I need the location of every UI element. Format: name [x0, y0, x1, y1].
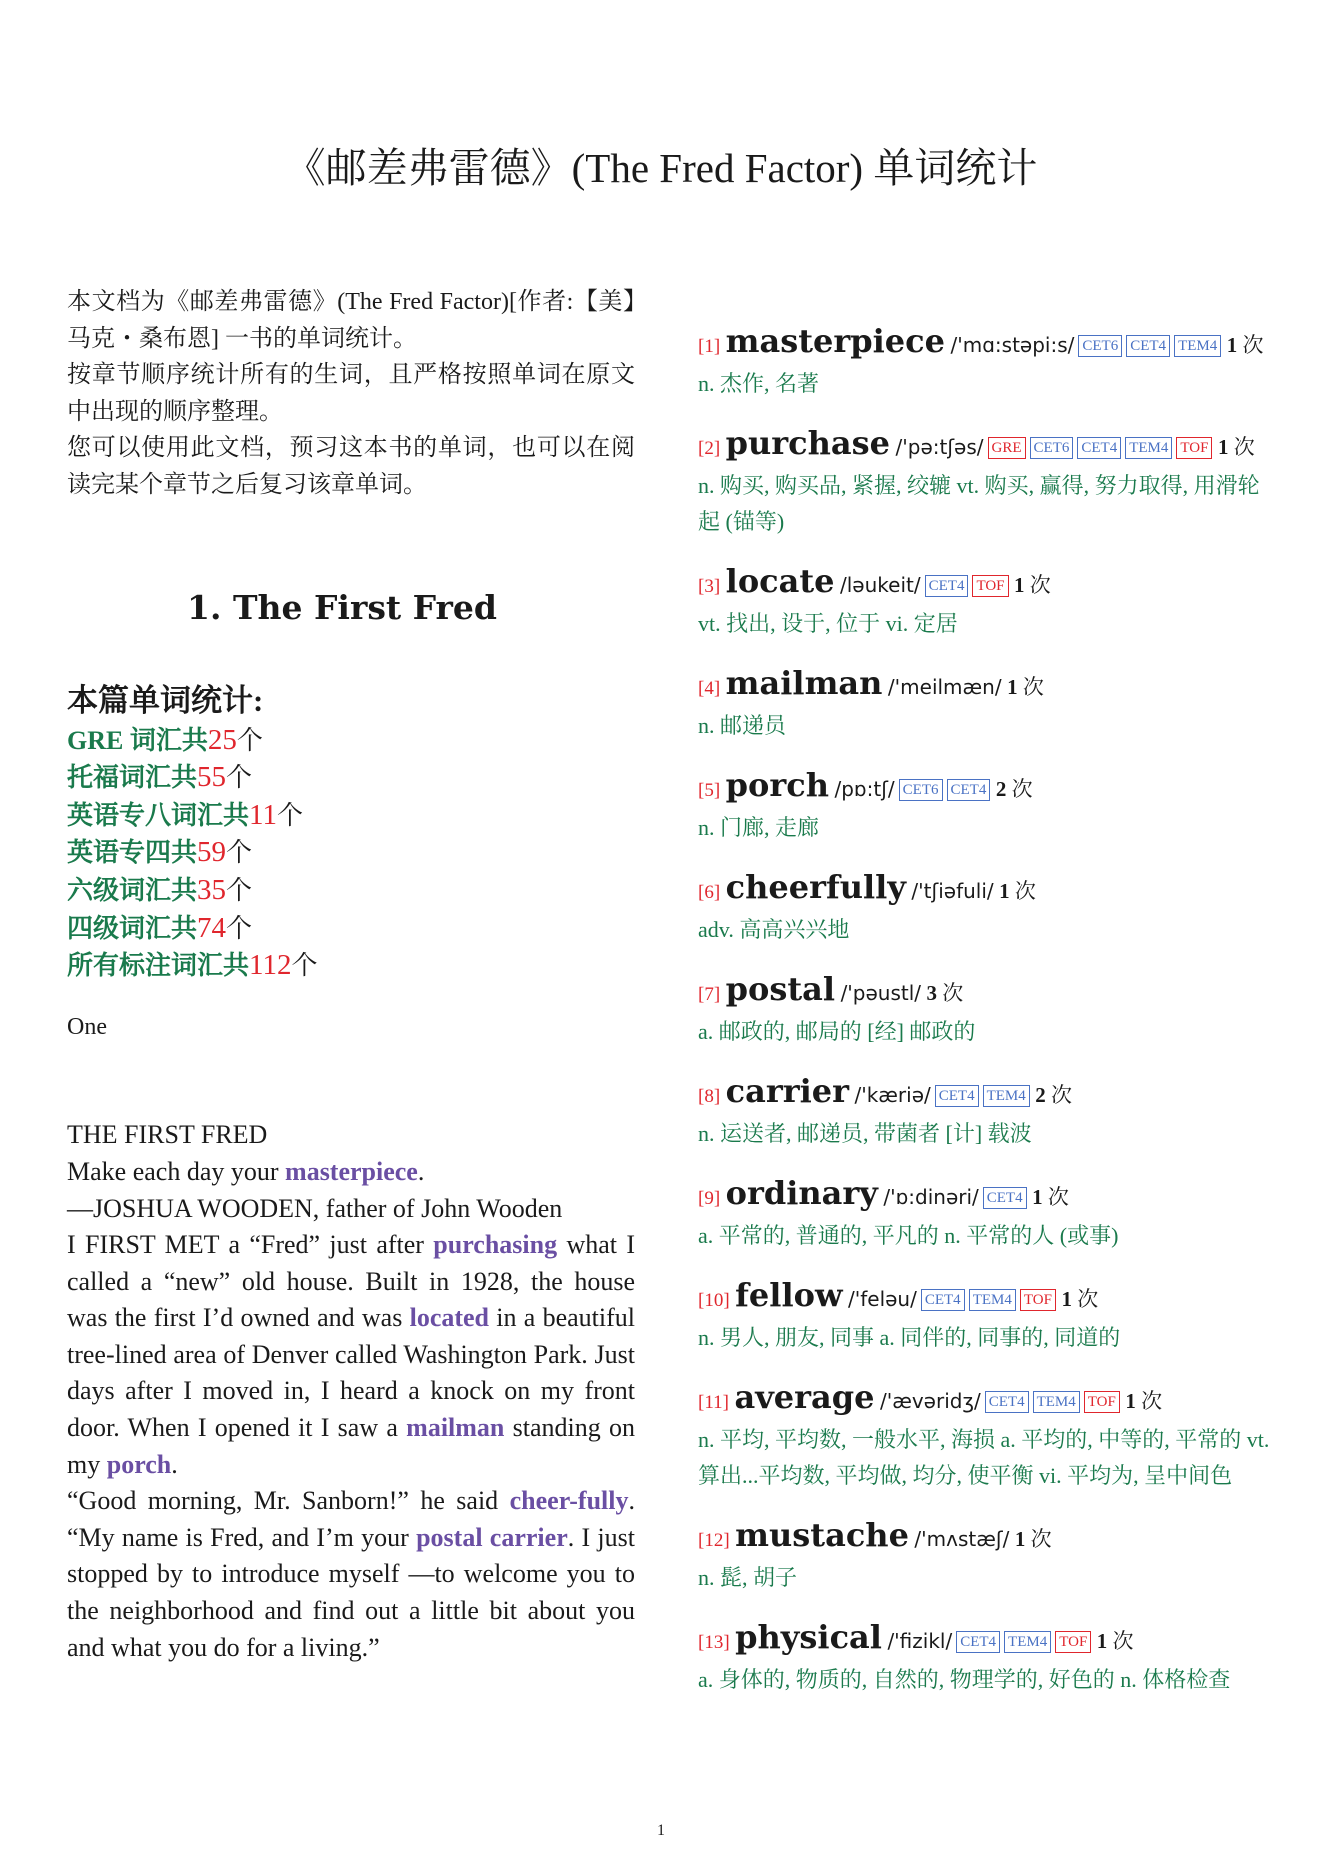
- vocab-word: fellow: [735, 1276, 843, 1314]
- vocab-entry-head: [698, 766, 1270, 810]
- vocab-count-number: 1: [1096, 1629, 1108, 1653]
- stat-label: 英语专四共: [67, 838, 198, 868]
- vocab-count-number: 1: [1014, 1527, 1026, 1551]
- vocab-phonetic: /'feləu/: [847, 1287, 917, 1311]
- vocab-index: [12]: [698, 1530, 730, 1551]
- vocab-word: physical: [735, 1618, 882, 1656]
- vocab-word: mustache: [735, 1516, 909, 1554]
- vocab-count: [1015, 1527, 1052, 1551]
- keyword-masterpiece: masterpiece: [285, 1156, 418, 1186]
- exam-tag: CET6: [1030, 437, 1074, 459]
- vocab-phonetic: /'fizikl/: [887, 1629, 953, 1653]
- keyword-porch: porch: [106, 1449, 172, 1479]
- page-number: 1: [657, 1822, 665, 1839]
- exam-tag: TOF: [1020, 1289, 1056, 1311]
- vocab-phonetic: /ləukeit/: [840, 573, 921, 597]
- vocab-count-number: 3: [926, 981, 938, 1005]
- vocab-entry-head: [698, 562, 1270, 606]
- exam-tag: TOF: [1176, 437, 1212, 459]
- vocab-count-suffix: 次: [1242, 333, 1264, 357]
- chapter-title: 1. The First Fred: [187, 587, 497, 627]
- stat-label: GRE 词汇共: [67, 725, 208, 755]
- vocab-index: [13]: [698, 1632, 730, 1653]
- vocab-count-suffix: 次: [1047, 1185, 1069, 1209]
- vocab-entry: [698, 322, 1270, 402]
- vocab-phonetic: /'ɒ:dinəri/: [883, 1185, 979, 1209]
- stat-count: 74: [197, 911, 227, 944]
- vocab-count-suffix: 次: [1112, 1629, 1134, 1653]
- stat-unit: 个: [226, 838, 253, 868]
- vocab-definition: vt. 找出, 设于, 位于 vi. 定居: [698, 611, 958, 636]
- vocab-entry-head: [698, 1618, 1270, 1662]
- exam-tag: CET4: [985, 1391, 1029, 1413]
- stat-label: 所有标注词汇共: [67, 951, 250, 981]
- stat-label: 托福词汇共: [67, 763, 198, 793]
- stat-line: [67, 872, 635, 910]
- vocab-index: [4]: [698, 678, 721, 699]
- vocab-count-suffix: 次: [1029, 573, 1051, 597]
- chapter-body: [67, 1117, 635, 1666]
- stat-count: 25: [207, 723, 237, 756]
- vocab-count-number: 1: [1226, 333, 1238, 357]
- exam-tag: CET4: [925, 575, 969, 597]
- vocab-definition: a. 邮政的, 邮局的 [经] 邮政的: [698, 1019, 976, 1044]
- vocab-count-number: 1: [1007, 675, 1018, 699]
- exam-tag: CET4: [1126, 335, 1170, 357]
- exam-tag: TOF: [972, 575, 1008, 597]
- vocab-word: mailman: [725, 664, 883, 702]
- exam-tag: TEM4: [1125, 437, 1172, 459]
- vocab-index: [11]: [698, 1392, 729, 1413]
- vocab-count: [1032, 1185, 1069, 1209]
- vocab-count: [1218, 435, 1255, 459]
- vocab-word: purchase: [725, 424, 891, 462]
- stat-label: 四级词汇共: [67, 913, 198, 943]
- exam-tag: CET4: [956, 1631, 1000, 1653]
- stat-count: 112: [249, 949, 292, 982]
- exam-tag: TOF: [1055, 1631, 1091, 1653]
- vocab-entry-head: [698, 1516, 1270, 1560]
- vocab-phonetic: /'pəustl/: [840, 981, 922, 1005]
- vocab-index: [10]: [698, 1290, 730, 1311]
- stat-unit: 个: [276, 800, 303, 830]
- vocab-count-suffix: 次: [1011, 777, 1033, 801]
- intro-paragraph: 您可以使用此文档，预习这本书的单词，也可以在阅读完某个章节之后复习该章单词。: [67, 435, 635, 498]
- stat-unit: 个: [291, 951, 318, 981]
- vocab-index: [6]: [698, 882, 721, 903]
- vocab-index: [3]: [698, 576, 721, 597]
- exam-tag: GRE: [988, 437, 1026, 459]
- vocab-definition: a. 平常的, 普通的, 平凡的 n. 平常的人 (或事): [698, 1223, 1119, 1248]
- stat-line: [67, 722, 635, 760]
- body-paragraph: “Good morning, Mr. Sanborn!” he said cheer-fully. “My name is Fred, and I’m your postal carrier. I just stopped by to introduce myself —to welcome you to the neighborhood and find out a little bit about you and what you do for a living.”: [67, 1486, 635, 1662]
- vocab-count: [996, 777, 1033, 801]
- vocab-word: cheerfully: [725, 868, 906, 906]
- vocab-entry-head: [698, 1276, 1270, 1320]
- vocab-entry-head: [698, 322, 1270, 366]
- exam-tag: TEM4: [1004, 1631, 1051, 1653]
- keyword-cheerfully: cheer-fully: [509, 1486, 629, 1516]
- vocab-definition: n. 购买, 购买品, 紧握, 绞辘 vt. 购买, 赢得, 努力取得, 用滑轮起 (锚等): [698, 473, 1260, 534]
- vocab-phonetic: /'mɑ:stəpi:s/: [950, 333, 1075, 357]
- vocab-count: [1227, 333, 1264, 357]
- epigraph-attribution: —JOSHUA WOODEN, father of John Wooden: [67, 1193, 563, 1223]
- vocab-phonetic: /'meilmæn/: [887, 675, 1002, 699]
- body-heading: THE FIRST FRED: [67, 1120, 268, 1150]
- exam-tag: CET6: [1078, 335, 1122, 357]
- vocab-definition: n. 运送者, 邮递员, 带菌者 [计] 载波: [698, 1121, 1032, 1146]
- vocab-definition: n. 平均, 平均数, 一般水平, 海损 a. 平均的, 中等的, 平常的 vt. 算出...平均数, 平均做, 均分, 使平衡 vi. 平均为, 呈中间色: [698, 1427, 1270, 1488]
- exam-tag: CET4: [935, 1085, 979, 1107]
- intro-section: [67, 284, 635, 504]
- vocab-index: [5]: [698, 780, 721, 801]
- exam-tag: TEM4: [983, 1085, 1030, 1107]
- vocab-entry: [698, 868, 1270, 948]
- exam-tag: CET4: [921, 1289, 965, 1311]
- stats-heading: 本篇单词统计:: [67, 682, 264, 718]
- exam-tag: TOF: [1084, 1391, 1120, 1413]
- vocab-entry: [698, 766, 1270, 846]
- epigraph: Make each day your masterpiece.: [67, 1156, 425, 1186]
- stat-unit: 个: [226, 913, 253, 943]
- vocab-count-suffix: 次: [1030, 1527, 1052, 1551]
- left-column: [67, 284, 635, 1666]
- vocab-word: average: [734, 1378, 875, 1416]
- vocab-phonetic: /'mʌstæʃ/: [914, 1527, 1010, 1551]
- vocab-count-suffix: 次: [1014, 879, 1036, 903]
- keyword-postal-carrier: postal carrier: [416, 1522, 568, 1552]
- stat-line: [67, 797, 635, 835]
- vocab-count-number: 1: [1014, 573, 1025, 597]
- keyword-located: located: [409, 1303, 490, 1333]
- vocab-word: ordinary: [725, 1174, 878, 1212]
- stat-line: [67, 910, 635, 948]
- vocab-word: porch: [725, 766, 829, 804]
- vocab-word: locate: [725, 562, 835, 600]
- vocab-count-number: 1: [1061, 1287, 1072, 1311]
- vocab-word: masterpiece: [725, 322, 945, 360]
- vocab-phonetic: /'pə:tʃəs/: [895, 435, 984, 459]
- vocab-definition: n. 邮递员: [698, 713, 787, 738]
- vocab-count: [1097, 1629, 1134, 1653]
- vocab-entry-head: [698, 970, 1270, 1014]
- exam-tag: TEM4: [1033, 1391, 1080, 1413]
- keyword-mailman: mailman: [406, 1413, 505, 1443]
- vocab-entry: [698, 424, 1270, 540]
- stat-unit: 个: [236, 725, 263, 755]
- stat-label: 六级词汇共: [67, 875, 198, 905]
- vocab-count-number: 1: [1217, 435, 1229, 459]
- vocab-entry: [698, 664, 1270, 744]
- vocab-phonetic: /'ævəridʒ/: [879, 1389, 981, 1413]
- vocab-count-suffix: 次: [1233, 435, 1255, 459]
- vocab-index: [9]: [698, 1188, 721, 1209]
- vocab-phonetic: /'tʃiəfuli/: [911, 879, 994, 903]
- vocab-count: [927, 981, 964, 1005]
- vocab-definition: n. 髭, 胡子: [698, 1565, 798, 1590]
- vocab-entry: [698, 970, 1270, 1050]
- body-paragraph: I FIRST MET a “Fred” just after purchasing what I called a “new” old house. Built in 1928, the house was the first I’d owned and was located in a beautiful tree-lined area of Denver called Washington Park. Just days after I moved in, I heard a knock on my front door. When I opened it I saw a mailman standing on my porch.: [67, 1230, 635, 1479]
- vocab-definition: a. 身体的, 物质的, 自然的, 物理学的, 好色的 n. 体格检查: [698, 1667, 1231, 1692]
- stat-unit: 个: [226, 875, 253, 905]
- stat-count: 55: [197, 761, 227, 794]
- vocab-count-number: 1: [999, 879, 1010, 903]
- vocab-count: [1007, 675, 1044, 699]
- vocab-entry: [698, 562, 1270, 642]
- exam-tag: CET4: [983, 1187, 1027, 1209]
- stats-list: [67, 722, 635, 985]
- vocab-entry: [698, 1378, 1270, 1494]
- vocab-entry-head: [698, 1378, 1270, 1422]
- vocab-count: [1061, 1287, 1098, 1311]
- vocab-count-number: 2: [1035, 1083, 1046, 1107]
- vocab-entry-head: [698, 424, 1270, 468]
- stat-line: [67, 947, 635, 985]
- vocab-phonetic: /pɒ:tʃ/: [834, 777, 895, 801]
- vocabulary-list: [698, 322, 1270, 1720]
- vocab-definition: n. 男人, 朋友, 同事 a. 同伴的, 同事的, 同道的: [698, 1325, 1121, 1350]
- vocab-count-suffix: 次: [1077, 1287, 1099, 1311]
- vocab-count: [1035, 1083, 1072, 1107]
- exam-tag: CET4: [947, 779, 991, 801]
- stat-line: [67, 834, 635, 872]
- vocab-entry: [698, 1072, 1270, 1152]
- exam-tag: CET6: [899, 779, 943, 801]
- document-title: 《邮差弗雷德》(The Fred Factor) 单词统计: [284, 145, 1038, 191]
- vocab-entry: [698, 1618, 1270, 1698]
- stat-count: 59: [197, 836, 227, 869]
- stat-line: [67, 759, 635, 797]
- vocab-count-suffix: 次: [1051, 1083, 1073, 1107]
- vocab-phonetic: /'kæriə/: [854, 1083, 931, 1107]
- stat-unit: 个: [226, 763, 253, 793]
- stat-count: 11: [249, 798, 277, 831]
- vocab-entry: [698, 1174, 1270, 1254]
- intro-paragraph: 本文档为《邮差弗雷德》(The Fred Factor)[作者:【美】马克・桑布恩] 一书的单词统计。: [67, 289, 635, 352]
- vocab-count-number: 1: [1032, 1185, 1043, 1209]
- stat-count: 35: [197, 873, 227, 906]
- vocab-index: [2]: [698, 438, 721, 459]
- vocab-count: [1014, 573, 1051, 597]
- vocab-index: [7]: [698, 984, 721, 1005]
- vocab-definition: adv. 高高兴兴地: [698, 917, 850, 942]
- vocab-count-suffix: 次: [942, 981, 964, 1005]
- vocab-definition: n. 门廊, 走廊: [698, 815, 820, 840]
- vocab-entry-head: [698, 664, 1270, 708]
- keyword-purchasing: purchasing: [433, 1230, 558, 1260]
- stat-label: 英语专八词汇共: [67, 800, 250, 830]
- vocab-count-suffix: 次: [1141, 1389, 1163, 1413]
- vocab-count: [999, 879, 1036, 903]
- vocab-word: postal: [725, 970, 836, 1008]
- vocab-entry: [698, 1276, 1270, 1356]
- intro-paragraph: 按章节顺序统计所有的生词，且严格按照单词在原文中出现的顺序整理。: [67, 362, 635, 425]
- vocab-entry-head: [698, 1072, 1270, 1116]
- exam-tag: CET4: [1077, 437, 1121, 459]
- vocab-index: [1]: [698, 336, 721, 357]
- vocab-count: [1125, 1389, 1162, 1413]
- vocab-entry: [698, 1516, 1270, 1596]
- vocab-count-number: 2: [995, 777, 1007, 801]
- vocab-entry-head: [698, 1174, 1270, 1218]
- vocab-definition: n. 杰作, 名著: [698, 371, 820, 396]
- vocab-word: carrier: [725, 1072, 849, 1110]
- vocab-entry-head: [698, 868, 1270, 912]
- exam-tag: TEM4: [1174, 335, 1221, 357]
- chapter-label: One: [67, 1013, 107, 1040]
- vocab-index: [8]: [698, 1086, 721, 1107]
- exam-tag: TEM4: [969, 1289, 1016, 1311]
- vocab-count-suffix: 次: [1022, 675, 1044, 699]
- vocab-count-number: 1: [1125, 1389, 1136, 1413]
